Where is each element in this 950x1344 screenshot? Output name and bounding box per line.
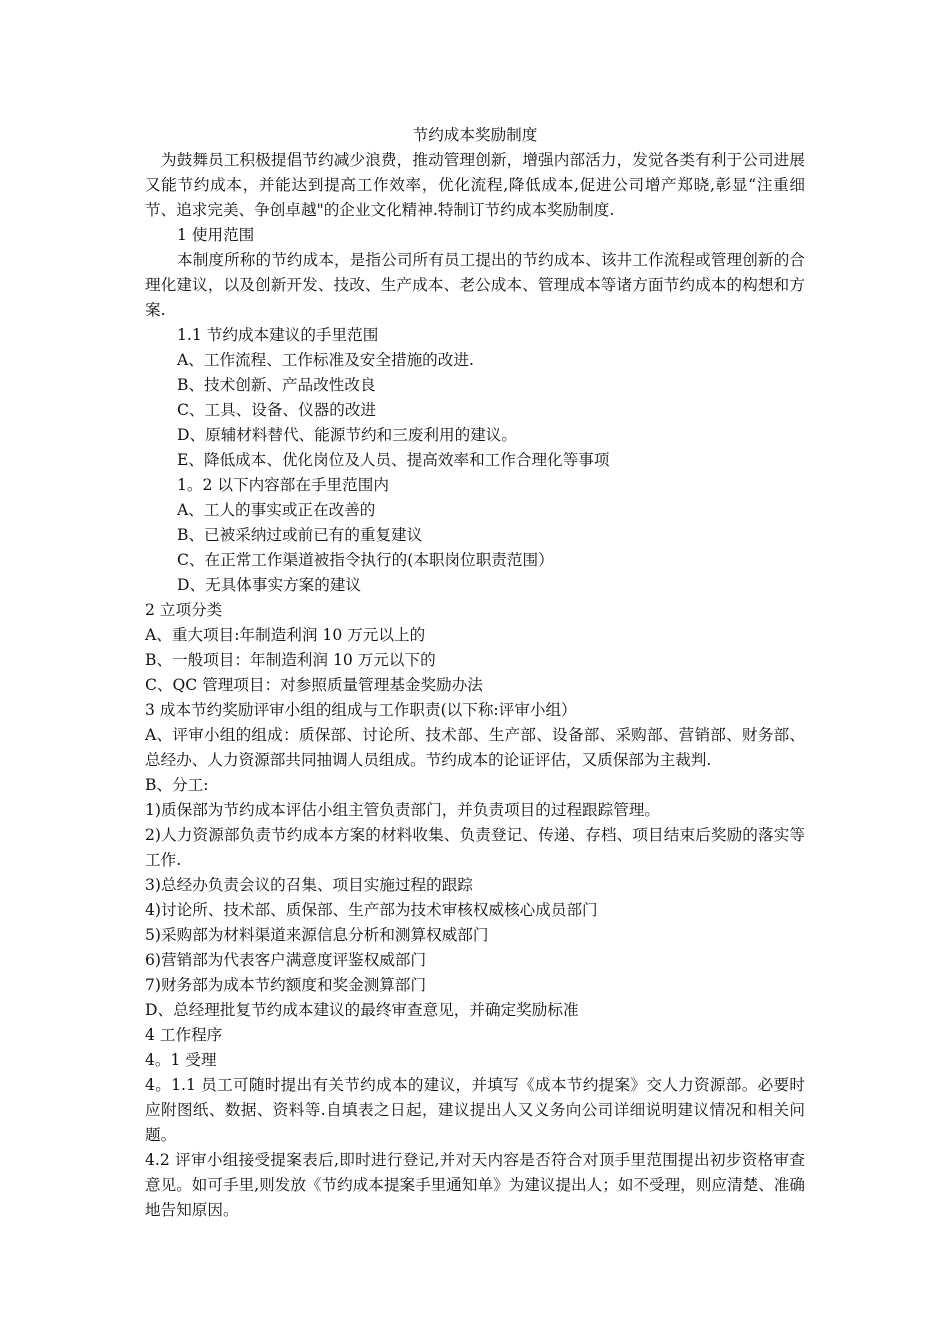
paragraph-list	[145, 148, 805, 1223]
paragraph: 1.1 节约成本建议的手里范围	[177, 326, 379, 344]
paragraph: 4。1.1 员工可随时提出有关节约成本的建议，并填写《成本节约提案》交人力资源部。必要时应附图纸、数据、资料等.自填表之日起，建议提出人又义务向公司详细说明建议情况和相关问题。	[145, 1076, 805, 1144]
paragraph: 3 成本节约奖励评审小组的组成与工作职责(以下称:评审小组）	[145, 701, 577, 719]
paragraph: B、一般项目：年制造利润 10 万元以下的	[145, 651, 436, 669]
paragraph: A、工人的事实或正在改善的	[177, 501, 376, 519]
paragraph: A、工作流程、工作标准及安全措施的改进.	[177, 351, 474, 369]
document-body	[145, 123, 805, 1223]
paragraph: 为鼓舞员工积极提倡节约减少浪费，推动管理创新，增强内部活力，发觉各类有利于公司进展又能节约成本，并能达到提高工作效率，优化流程,降低成本,促进公司增产郑晓,彰显“注重细节、追求完美、争创卓越"的企业文化精神.特制订节约成本奖励制度.	[145, 151, 805, 219]
paragraph: 4 工作程序	[145, 1026, 223, 1044]
paragraph: D、总经理批复节约成本建议的最终审查意见，并确定奖励标准	[145, 1001, 579, 1019]
paragraph: C、QC 管理项目：对参照质量管理基金奖励办法	[145, 676, 483, 694]
paragraph: 7)财务部为成本节约额度和奖金测算部门	[145, 976, 427, 994]
paragraph: 4)讨论所、技术部、质保部、生产部为技术审核权威核心成员部门	[145, 901, 598, 919]
paragraph: 3)总经办负责会议的召集、项目实施过程的跟踪	[145, 876, 473, 894]
paragraph: 5)采购部为材料渠道来源信息分析和测算权威部门	[145, 926, 489, 944]
paragraph: B、技术创新、产品改性改良	[177, 376, 376, 394]
paragraph: 2)人力资源部负责节约成本方案的材料收集、负责登记、传递、存档、项目结束后奖励的落实等工作.	[145, 826, 805, 869]
paragraph: D、无具体事实方案的建议	[177, 576, 362, 594]
paragraph: D、原辅材料替代、能源节约和三废利用的建议。	[177, 426, 517, 444]
paragraph: A、评审小组的组成：质保部、讨论所、技术部、生产部、设备部、采购部、营销部、财务部、总经办、人力资源部共同抽调人员组成。节约成本的论证评估，又质保部为主裁判.	[145, 726, 805, 769]
paragraph: 2 立项分类	[145, 601, 223, 619]
paragraph: B、已被采纳过或前已有的重复建议	[177, 526, 423, 544]
paragraph: E、降低成本、优化岗位及人员、提高效率和工作合理化等事项	[177, 451, 610, 469]
paragraph: C、工具、设备、仪器的改进	[177, 401, 377, 419]
paragraph: 4.2 评审小组接受提案表后,即时进行登记,并对天内容是否符合对顶手里范围提出初步资格审查意见。如可手里,则发放《节约成本提案手里通知单》为建议提出人；如不受理，则应清楚、准确地告知原因。	[145, 1151, 805, 1219]
paragraph: 6)营销部为代表客户满意度评鉴权威部门	[145, 951, 427, 969]
paragraph: 1 使用范围	[177, 226, 255, 244]
document-title: 节约成本奖励制度	[412, 126, 538, 144]
paragraph: A、重大项目:年制造利润 10 万元以上的	[145, 626, 426, 644]
paragraph: 1)质保部为节约成本评估小组主管负责部门，并负责项目的过程跟踪管理。	[145, 801, 661, 819]
paragraph: C、在正常工作渠道被指令执行的(本职岗位职责范围）	[177, 551, 554, 569]
paragraph: B、分工:	[145, 776, 209, 794]
paragraph: 4。1 受理	[145, 1051, 217, 1069]
paragraph: 本制度所称的节约成本，是指公司所有员工提出的节约成本、该井工作流程或管理创新的合理化建议，以及创新开发、技改、生产成本、老公成本、管理成本等诸方面节约成本的构想和方案.	[145, 251, 805, 319]
paragraph: 1。2 以下内容部在手里范围内	[177, 476, 389, 494]
